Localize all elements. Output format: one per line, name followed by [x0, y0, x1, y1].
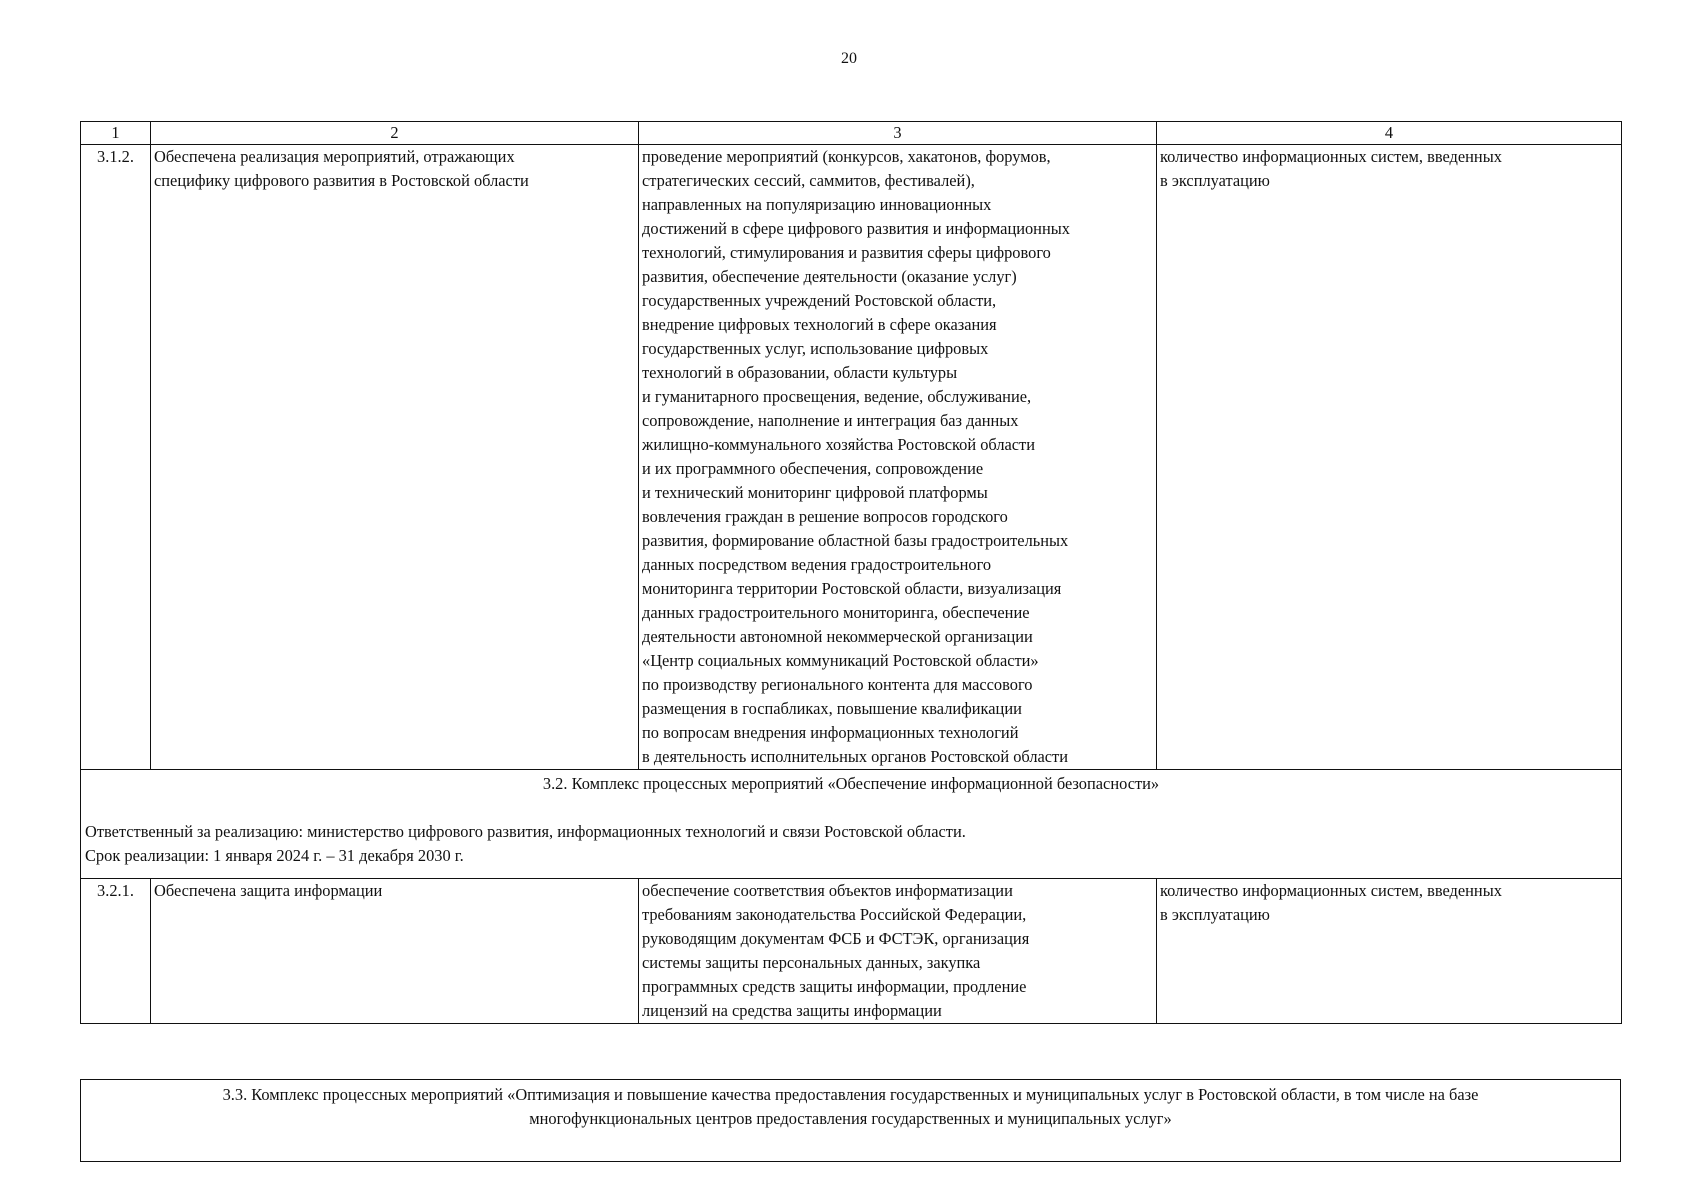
text-line: Обеспечена реализация мероприятий, отражающих [154, 147, 515, 166]
task-name-cell [151, 145, 639, 770]
row-number: 3.2.1. [81, 879, 151, 1024]
column-header-4: 4 [1157, 122, 1622, 145]
column-header-row [81, 122, 1622, 145]
text-line: вовлечения граждан в решение вопросов городского [642, 507, 1008, 526]
text-line: жилищно-коммунального хозяйства Ростовской области [642, 435, 1035, 454]
task-description-cell [639, 879, 1157, 1024]
column-header-2: 2 [151, 122, 639, 145]
text-line: технологий, стимулирования и развития сферы цифрового [642, 243, 1051, 262]
text-line: достижений в сфере цифрового развития и информационных [642, 219, 1070, 238]
text-line: и их программного обеспечения, сопровождение [642, 459, 984, 478]
text-line: развития, формирование областной базы градостроительных [642, 531, 1069, 550]
task-name-cell [151, 879, 639, 1024]
text-line: стратегических сессий, саммитов, фестивалей), [642, 171, 975, 190]
indicator-cell [1157, 879, 1622, 1024]
column-header-3: 3 [639, 122, 1157, 145]
text-line: внедрение цифровых технологий в сфере оказания [642, 315, 997, 334]
text-line: и гуманитарного просвещения, ведение, обслуживание, [642, 387, 1032, 406]
text-line: по вопросам внедрения информационных технологий [642, 723, 1019, 742]
text-line: сопровождение, наполнение и интеграция баз данных [642, 411, 1019, 430]
text-line: направленных на популяризацию инновационных [642, 195, 992, 214]
task-description-cell [639, 145, 1157, 770]
text-line: деятельности автономной некоммерческой организации [642, 627, 1033, 646]
text-line: развития, обеспечение деятельности (оказание услуг) [642, 267, 1017, 286]
text-line: в эксплуатацию [1160, 905, 1270, 924]
text-line: государственных услуг, использование цифровых [642, 339, 989, 358]
table-row-3-2-1 [81, 879, 1622, 1024]
period-text: Срок реализации: 1 января 2024 г. – 31 декабря 2030 г. [85, 846, 464, 865]
section-3-3-row [81, 1080, 1621, 1162]
section-3-3-header [81, 1080, 1621, 1162]
text-line: данных градостроительного мониторинга, обеспечение [642, 603, 1030, 622]
section-title-line: многофункциональных центров предоставления государственных и муниципальных услуг» [529, 1109, 1172, 1128]
text-line: количество информационных систем, введенных [1160, 147, 1502, 166]
text-line: по производству регионального контента для массового [642, 675, 1033, 694]
text-line: и технический мониторинг цифровой платформы [642, 483, 988, 502]
text-line: в деятельность исполнительных органов Ростовской области [642, 747, 1068, 766]
section-title-line: 3.3. Комплекс процессных мероприятий «Оптимизация и повышение качества предоставления государственных и муниципальных услуг в Ростовской области, в том числе на базе [222, 1085, 1479, 1104]
text-line: технологий в образовании, области культуры [642, 363, 958, 382]
text-line: лицензий на средства защиты информации [642, 1001, 942, 1020]
section-3-2-header [81, 770, 1622, 879]
text-line: системы защиты персональных данных, закупка [642, 953, 981, 972]
text-line: мониторинга территории Ростовской области, визуализация [642, 579, 1062, 598]
row-number: 3.1.2. [81, 145, 151, 770]
text-line: данных посредством ведения градостроительного [642, 555, 992, 574]
table-row-3-1-2 [81, 145, 1622, 770]
activities-table [80, 121, 1622, 1024]
page-number: 20 [841, 50, 857, 67]
column-header-1: 1 [81, 122, 151, 145]
text-line: Обеспечена защита информации [154, 881, 383, 900]
text-line: требованиям законодательства Российской Федерации, [642, 905, 1027, 924]
section-3-3-table [80, 1079, 1621, 1162]
text-line: размещения в госпабликах, повышение квалификации [642, 699, 1022, 718]
text-line: количество информационных систем, введенных [1160, 881, 1502, 900]
indicator-cell [1157, 145, 1622, 770]
text-line: программных средств защиты информации, продление [642, 977, 1027, 996]
responsible-text: Ответственный за реализацию: министерство цифрового развития, информационных технологий и связи Ростовской области. [85, 822, 966, 841]
text-line: государственных учреждений Ростовской области, [642, 291, 997, 310]
text-line: руководящим документам ФСБ и ФСТЭК, организация [642, 929, 1030, 948]
section-3-2-row [81, 770, 1622, 879]
text-line: проведение мероприятий (конкурсов, хакатонов, форумов, [642, 147, 1051, 166]
text-line: обеспечение соответствия объектов информатизации [642, 881, 1013, 900]
section-title: 3.2. Комплекс процессных мероприятий «Обеспечение информационной безопасности» [542, 774, 1160, 793]
text-line: «Центр социальных коммуникаций Ростовской области» [642, 651, 1039, 670]
text-line: в эксплуатацию [1160, 171, 1270, 190]
text-line: специфику цифрового развития в Ростовской области [154, 171, 529, 190]
